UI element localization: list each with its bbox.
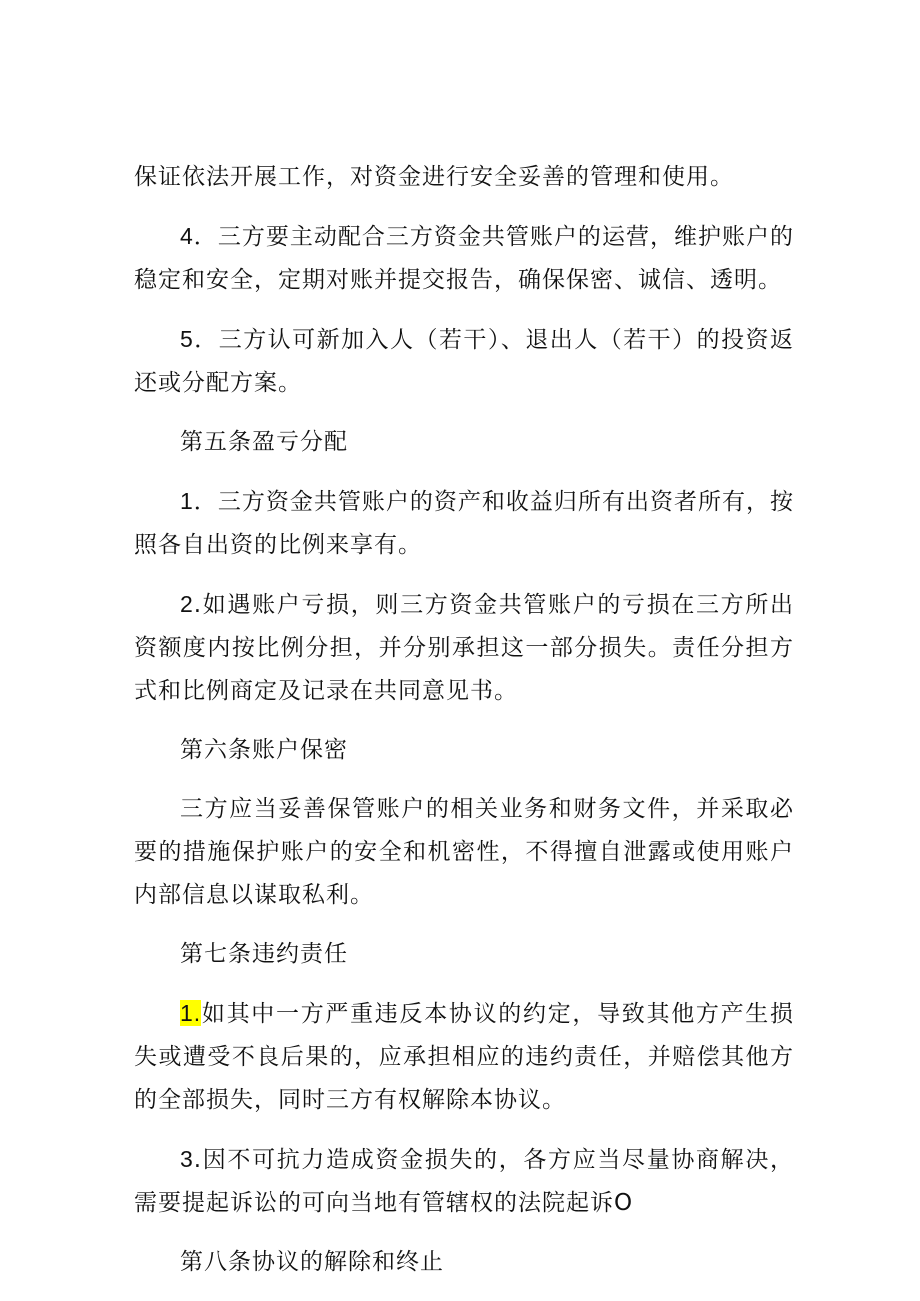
heading-text: 第六条账户保密 [180,737,348,763]
paragraph-text: ．三方资金共管账户的资产和收益归所有出资者所有，按照各自出资的比例来享有。 [134,489,794,558]
item-number: 2 [180,591,194,617]
paragraph-breach-item-3 [134,1138,794,1225]
heading-text: 第七条违约责任 [180,941,348,967]
highlighted-item-number: 1. [180,1000,202,1026]
paragraph-text: ．三方要主动配合三方资金共管账户的运营，维护账户的稳定和安全，定期对账并提交报告，确保保密、诚信、透明。 [134,224,794,293]
section-heading-article-8 [134,1241,794,1284]
section-heading-article-6 [134,729,794,772]
paragraph-item-2 [134,583,794,713]
paragraph-item-4 [134,215,794,302]
paragraph-continuation [134,156,794,199]
paragraph-breach-item-1 [134,992,794,1122]
paragraph-text: 三方应当妥善保管账户的相关业务和财务文件，并采取必要的措施保护账户的安全和机密性，不得擅自泄露或使用账户内部信息以谋取私利。 [134,796,794,908]
paragraph-text: 保证依法开展工作，对资金进行安全妥善的管理和使用。 [134,164,734,190]
paragraph-text: ．三方认可新加入人（若干）、退出人（若干）的投资返还或分配方案。 [134,327,794,396]
paragraph-item-1 [134,480,794,567]
item-number: 1 [180,488,194,514]
paragraph-text: .因不可抗力造成资金损失的，各方应当尽量协商解决，需要提起诉讼的可向当地有管辖权的法院起诉O [134,1147,794,1216]
item-number: 3 [180,1146,194,1172]
section-heading-article-5 [134,421,794,464]
paragraph-confidentiality [134,788,794,917]
document-body [134,156,794,1300]
paragraph-text: 如其中一方严重违反本协议的约定，导致其他方产生损失或遭受不良后果的，应承担相应的违约责任，并赔偿其他方的全部损失，同时三方有权解除本协议。 [134,1001,794,1113]
paragraph-item-5 [134,318,794,405]
item-number: 4 [180,223,194,249]
heading-text: 第五条盈亏分配 [180,429,348,455]
heading-text: 第八条协议的解除和终止 [180,1249,444,1275]
section-heading-article-7 [134,933,794,976]
paragraph-text: .如遇账户亏损，则三方资金共管账户的亏损在三方所出资额度内按比例分担，并分别承担这一部分损失。责任分担方式和比例商定及记录在共同意见书。 [134,592,794,704]
item-number: 5 [180,326,194,352]
